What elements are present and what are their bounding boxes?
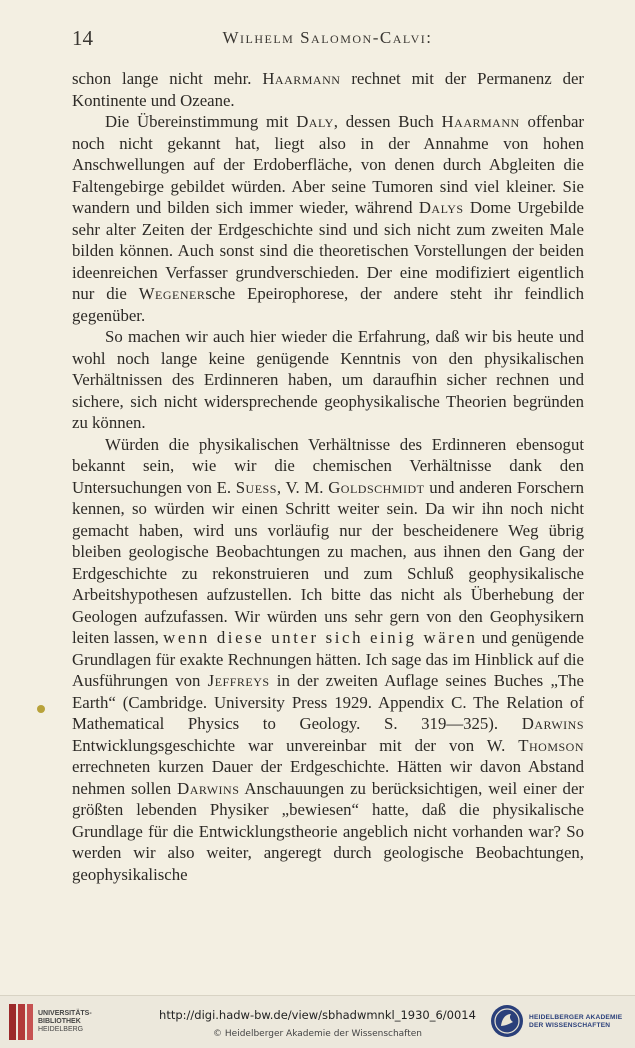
- academy-name: HEIDELBERGER AKADEMIE DER WISSENSCHAFTEN: [529, 1014, 623, 1029]
- text-run: Würden die physikalischen Verhältnisse des Erdinneren ebensogut bekannt sein, wie wir die chemischen Verhältnisse dank den Untersuchungen von E.: [72, 434, 584, 497]
- permalink-url[interactable]: http://digi.hadw-bw.de/view/sbhadwmnkl_1930_6/0014: [159, 1008, 476, 1022]
- text-run: schon lange nicht mehr.: [72, 69, 263, 88]
- academy-seal-icon: [490, 1004, 524, 1038]
- paragraph: [72, 68, 584, 111]
- text-run: sche Epeirophorese, der andere steht ihr feindlich gegenüber.: [72, 284, 584, 325]
- paragraph: [72, 111, 584, 326]
- author-name: Suess: [235, 477, 277, 497]
- text-run: errechneten kurzen Dauer der Erdgeschichte. Hätten wir davon Abstand nehmen sollen: [72, 757, 584, 798]
- author-name: Jeffreys: [207, 671, 270, 690]
- text-run: und anderen Forschern kennen, so würden wir einen Schritt weiter sein. Da wir ihn noch nicht gemacht haben, wird uns vorläufig nur der bescheidenere Weg übrig bleiben geologische Beobachtungen zu machen, aus ihnen den Gang der Erdgeschichte zu rekonstruieren und zum Schluß geophysikalische Arbeitshypothesen aufzustellen. Ich bitte das nicht als Überhebung der Geologen aufzufassen. Wir würden uns sehr gern von den Geophysikern leiten lassen,: [72, 477, 584, 647]
- author-name: Thomson: [518, 735, 584, 755]
- paragraph: [72, 434, 584, 886]
- copyright-notice: © Heidelberger Akademie der Wissenschaften: [213, 1029, 422, 1039]
- running-head: Wilhelm Salomon-Calvi:: [222, 28, 433, 47]
- page-header: [72, 26, 583, 52]
- university-library-name: UNIVERSITÄTS- BIBLIOTHEK HEIDELBERG: [38, 1010, 92, 1033]
- author-name: Wegener: [138, 284, 206, 303]
- text-run: So machen wir auch hier wieder die Erfahrung, daß wir bis heute und wohl noch lange keine genügende Kenntnis von den physikalischen Verhältnissen des Erdinneren haben, um daraufhin sicher rechnen und sichere, sich nicht widersprechende geophysikalische Theorien begründen zu können.: [72, 327, 584, 432]
- page-number: 14: [72, 26, 93, 50]
- text-run: Anschauungen zu berücksichtigen, weil einer der größten lebenden Physiker „bewiesen“ hatte, daß die physikalische Grundlage für die Entwicklungstheorie angeblich nicht vorhanden war? So werden wir also weiter, angeregt durch geologische Beobachtungen, geophysikalische: [72, 778, 584, 884]
- text-run: rechnet mit der Permanenz der Kontinente und Ozeane.: [72, 69, 584, 110]
- text-run: in der zweiten Auflage seines Buches „The Earth“ (Cambridge. University Press 1929. Appendix C. The Relation of Mathematical Physics to Geology. S. 319—325).: [72, 671, 584, 733]
- author-name: Goldschmidt: [328, 477, 425, 497]
- text-run: offenbar noch nicht gekannt hat, liegt also in der Annahme von hohen Anschwellungen auf der Erdoberfläche, von denen durch Abgleiten die Faltengebirge gebildet würden. Aber seine Tumoren sind viel kleiner. Sie wandern und bilden sich immer wieder, während: [72, 112, 584, 217]
- footer-bar: [0, 995, 635, 1048]
- emphasized-text: wenn diese unter sich einig wären: [163, 628, 478, 647]
- author-name: Haarmann: [441, 112, 520, 131]
- text-run: Dome Urgebilde sehr alter Zeiten der Erdgeschichte sind und sich nicht zum zweiten Male bilden können. Auch sonst sind die theoretischen Vorstellungen der beiden ideenreichen Verfasser grundverschieden. Der eine modifiziert eigentlich nur die: [72, 198, 584, 303]
- text-run: und genügende Grundlagen für exakte Rechnungen hätten. Ich sage das im Hinblick auf die Ausführungen von: [72, 628, 584, 690]
- text-run: , V. M.: [276, 477, 329, 497]
- author-name: Darwins: [521, 714, 584, 733]
- author-name: Daly: [296, 112, 334, 131]
- author-name: Dalys: [418, 198, 464, 217]
- margin-mark: [37, 705, 45, 713]
- author-name: Darwins: [177, 778, 240, 798]
- text-run: Die Übereinstimmung mit: [105, 112, 297, 131]
- text-run: Entwicklungsgeschichte war unvereinbar mit der von W.: [72, 735, 519, 755]
- text-run: , dessen Buch: [333, 112, 442, 131]
- author-name: Haarmann: [262, 69, 341, 88]
- paragraph: [72, 326, 584, 434]
- body-text: [72, 68, 584, 885]
- university-library-logo-icon: [8, 1002, 34, 1042]
